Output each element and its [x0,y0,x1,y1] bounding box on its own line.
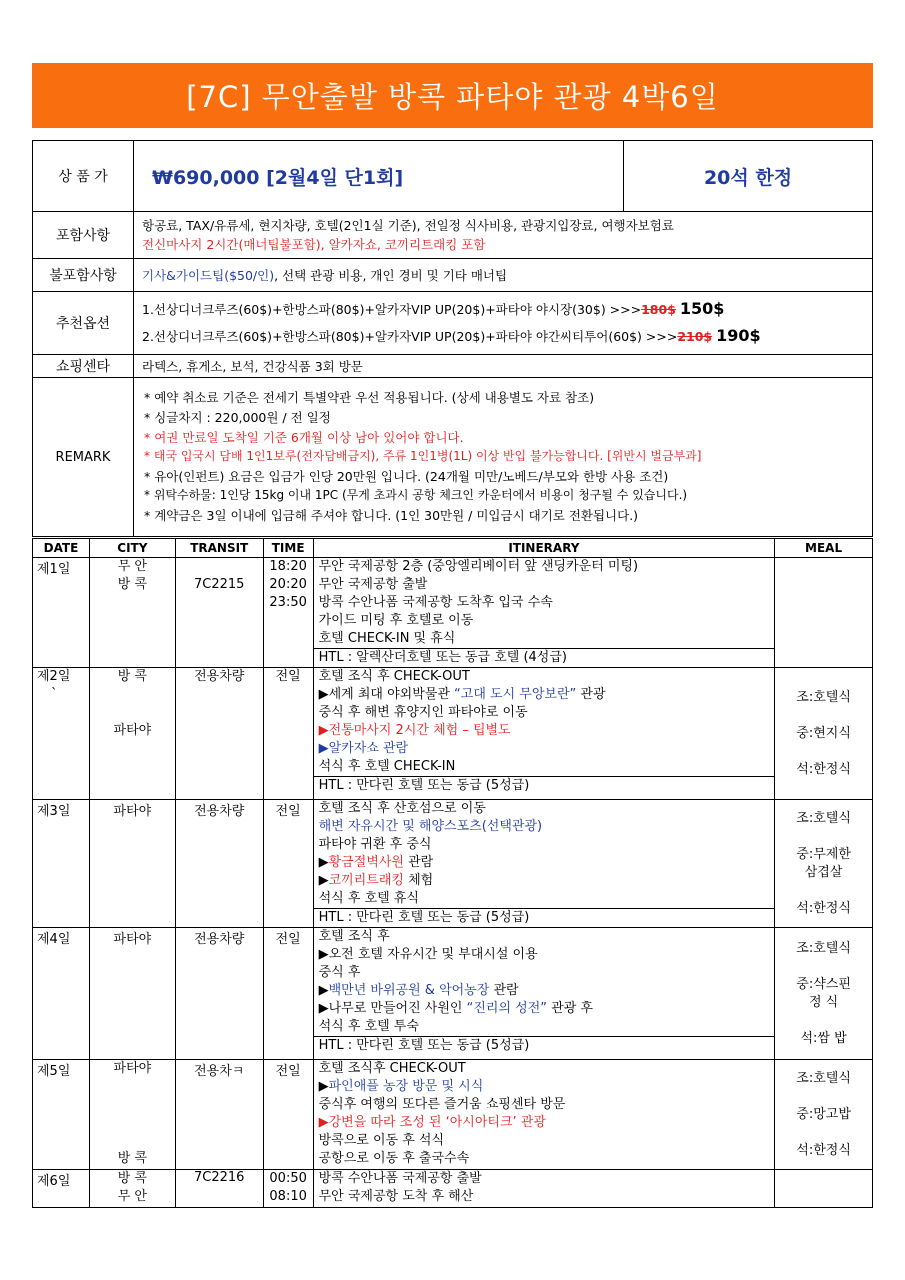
itinerary-line: 석식 후 호텔 CHECK-IN [318,759,456,774]
remark-label: REMARK [33,378,134,537]
text: 관광 [576,687,606,702]
day-4-itinerary [313,928,775,1060]
shopping-value: 라텍스, 휴게소, 보석, 건강식품 3회 방문 [134,355,873,378]
meal-lunch: 중:현지식 [796,725,851,741]
itinerary-line: 방콕 수안나폼 국제공항 도착후 입국 수속 [318,595,553,610]
day-5-city [89,1060,175,1170]
remark-item: * 유아(인펀트) 요금은 입금가 인당 20만원 입니다. (24개월 미만/노베드/부모와 한방 사용 조건) [144,468,669,484]
itinerary-table [32,538,873,1208]
itinerary-line: 호텔 조식 후 CHECK-OUT [318,669,470,684]
meal-lunch: 중:샥스핀 [796,976,851,992]
time: 23:50 [269,595,307,610]
remark-item: * 여권 만료일 도착일 기준 6개월 이상 남아 있어야 합니다. [144,429,464,445]
recommended-options [134,292,873,355]
day-2-itinerary [313,668,775,800]
table-row [33,668,873,800]
highlight: 황금절벽사원 [328,855,404,870]
day-1-itinerary [313,558,775,668]
itinerary-line: 해변 자유시간 및 해양스포츠(선택관광) [318,819,543,834]
seats-limit: 20석 한정 [624,141,873,212]
day-3-city: 파타야 [89,800,175,928]
itinerary-line [314,872,775,890]
table-row [33,558,873,668]
city: 방 콕 [117,669,147,684]
text: ▶나무로 만들어진 사원인 [318,1001,467,1016]
meal-lunch: 중:망고밥 [796,1106,851,1122]
itinerary-line [314,740,775,758]
city: 무 안 [117,559,147,574]
col-transit: TRANSIT [175,539,263,558]
highlight: 코끼리트래킹 [328,873,404,888]
product-info-table [32,140,873,537]
remark-list [134,378,873,537]
highlight: 백만년 바위공원 & 악어농장 [328,983,490,998]
itinerary-line: ▶오전 호텔 자유시간 및 부대시설 이용 [318,947,538,962]
remark-item: * 위탁수하물: 1인당 15kg 이내 1PC (무게 초과시 공항 체크인 카운터에서 비용이 청구될 수 있습니다.) [144,488,688,503]
table-row [33,1170,873,1208]
text: ▶ [318,741,329,756]
included-line-2: 전신마사지 2시간(매너팁불포함), 알카자쇼, 코끼리트래킹 포함 [142,237,486,252]
stray-mark: ` [51,687,58,702]
day-3-meal [775,800,873,928]
day-5-meal [775,1060,873,1170]
day-4-time: 전일 [263,928,313,1060]
itinerary-line: 호텔 조식 후 산호섬으로 이동 [318,801,486,816]
price-value: ₩690,000 [2월4일 단1회] [134,141,624,212]
time: 00:50 [269,1171,307,1186]
meal-lunch-detail: 정 식 [808,994,839,1010]
option-1-old-price: 180$ [641,302,676,317]
options-label: 추천옵션 [33,292,134,355]
excluded-items [134,259,873,292]
day-6-itinerary [313,1170,775,1208]
guide-tip: 기사&가이드팁($50/인) [142,268,275,283]
col-time: TIME [263,539,313,558]
option-1-new-price: 150$ [679,299,725,318]
highlight: 알카자쇼 관람 [328,741,409,756]
excluded-label: 불포함사항 [33,259,134,292]
day-2-city [89,668,175,800]
option-1-text: 1.선상디너크루즈(60$)+한방스파(80$)+알카자VIP UP(20$)+파타야 야시장(30$) >>> [142,302,642,317]
meal-breakfast: 조:호텔식 [796,1070,851,1086]
itinerary-line [314,982,775,1000]
day-5-date: 제5일 [33,1060,90,1170]
col-date: DATE [33,539,90,558]
option-2-text: 2.선상디너크루즈(60$)+한방스파(80$)+알카자VIP UP(20$)+파타야 야간씨티투어(60$) >>> [142,329,678,344]
itinerary-line: 호텔 조식후 CHECK-OUT [318,1061,466,1076]
day-2-transit [175,668,263,800]
hotel-line: HTL : 만다린 호텔 또는 동급 (5성급) [314,776,775,794]
day-4-date: 제4일 [33,928,90,1060]
meal-dinner: 석:한정식 [796,1142,851,1158]
day-3-time: 전일 [263,800,313,928]
highlight: “고대 도시 무앙보란” [454,687,577,702]
col-itinerary: ITINERARY [313,539,775,558]
day-6-city [89,1170,175,1208]
itinerary-line: ▶전통마사지 2시간 체험 – 팁별도 [318,723,511,738]
option-2-old-price: 210$ [677,329,713,344]
itinerary-line: 무안 국제공항 2층 (중앙엘리베이터 앞 샌딩카운터 미팅) [318,559,639,574]
col-city: CITY [89,539,175,558]
day-2-meal [775,668,873,800]
day-5-time: 전일 [263,1060,313,1170]
itinerary-line: 호텔 CHECK-IN 및 휴식 [318,631,456,646]
col-meal: MEAL [775,539,873,558]
city: 파타야 [113,1061,152,1076]
day-1-meal [775,558,873,668]
itinerary-line: ▶강변을 따라 조성 된 ‘아시아티크’ 관광 [318,1115,546,1130]
meal-lunch: 중:무제한 [796,846,851,862]
day-2-date [33,668,90,800]
itinerary-line: 무안 국제공항 출발 [318,577,428,592]
day-1-time [263,558,313,668]
text: ▶ [318,855,329,870]
title-banner [32,63,873,128]
itinerary-line [314,686,775,704]
day-6-meal [775,1170,873,1208]
itinerary-line: 중식 후 해변 휴양지인 파타야로 이동 [318,705,528,720]
time: 08:10 [269,1189,307,1204]
remark-item: * 계약금은 3일 이내에 입금해 주셔야 합니다. (1인 30만원 / 미입금시 대기로 전환됩니다.) [144,507,639,523]
included-line-1: 항공료, TAX/유류세, 현지차량, 호텔(2인1실 기준), 전일정 식사비용, 관광지입장료, 여행자보험료 [142,218,674,233]
itinerary-line: 공항으로 이동 후 출국수속 [318,1151,470,1166]
time: 18:20 [269,559,307,574]
itinerary-line [314,854,775,872]
day-1-date: 제1일 [33,558,90,668]
hotel-line: HTL : 알렉산더호텔 또는 동급 호텔 (4성급) [314,648,775,666]
text: 관광 후 [547,1001,593,1016]
city: 무 안 [117,1189,147,1204]
day-3-itinerary [313,800,775,928]
highlight: 파인애플 농장 방문 및 시식 [328,1079,484,1094]
day-4-meal [775,928,873,1060]
flight-number: 7C2215 [194,577,245,592]
price-label: 상 품 가 [33,141,134,212]
itinerary-line: 중식후 여행의 또다른 즐거움 쇼핑센타 방문 [318,1097,566,1112]
included-items [134,212,873,259]
option-1 [142,296,864,323]
meal-dinner: 석:한정식 [796,761,851,777]
remark-item: * 태국 입국시 담배 1인1보루(전자담배금지), 주류 1인1병(1L) 이상 반입 불가능합니다. [위반시 벌금부과] [144,449,702,464]
option-2-new-price: 190$ [716,326,761,345]
itinerary-header-row [33,539,873,558]
itinerary-line: 가이드 미팅 후 호텔로 이동 [318,613,474,628]
day-6-transit: 7C2216 [175,1170,263,1208]
itinerary-line: 무안 국제공항 도착 후 해산 [318,1189,474,1204]
city: 방 콕 [117,577,147,592]
included-label: 포함사항 [33,212,134,259]
text: ▶ [318,983,329,998]
day-4-transit: 전용차량 [175,928,263,1060]
meal-dinner: 석:쌈 밥 [800,1030,847,1046]
day-2-time [263,668,313,800]
option-2 [142,323,864,350]
itinerary-line [314,1078,775,1096]
page-title: [7C] 무안출발 방콕 파타야 관광 4박6일 [186,80,719,114]
time: 20:20 [269,577,307,592]
meal-dinner: 석:한정식 [796,900,851,916]
meal-breakfast: 조:호텔식 [796,940,851,956]
day-5-itinerary [313,1060,775,1170]
itinerary-line: 중식 후 [318,965,361,980]
excluded-rest: , 선택 관광 비용, 개인 경비 및 기타 매너팁 [274,268,508,283]
day-5-transit: 전용차ㅋ [175,1060,263,1170]
text: ▶세계 최대 야외박물관 [318,687,455,702]
remark-item: * 예약 취소료 기준은 전세기 특별약관 우선 적용됩니다. (상세 내용별도 자료 참조) [144,390,595,406]
city: 파타야 [113,723,152,738]
remark-item: * 싱글차지 : 220,000원 / 전 일정 [144,410,331,426]
city: 방 콕 [117,1151,147,1166]
table-row [33,928,873,1060]
meal-lunch-detail: 삼겹살 [804,864,843,880]
itinerary-line: 호텔 조식 후 [318,929,390,944]
day-3-date: 제3일 [33,800,90,928]
text: 체험 [403,873,434,888]
shopping-label: 쇼핑센타 [33,355,134,378]
highlight: “진리의 성전” [466,1001,548,1016]
transport: 전용차량 [194,669,245,684]
date: 제2일 [37,669,71,684]
day-3-transit: 전용차량 [175,800,263,928]
hotel-line: HTL : 만다린 호텔 또는 동급 (5성급) [314,1036,775,1054]
day-6-date: 제6일 [33,1170,90,1208]
itinerary-line: 방콕 수안나폼 국제공항 출발 [318,1171,482,1186]
text: ▶ [318,873,329,888]
itinerary-line [314,1000,775,1018]
day-1-city [89,558,175,668]
meal-breakfast: 조:호텔식 [796,810,851,826]
day-1-transit [175,558,263,668]
text: 관람 [489,983,519,998]
table-row [33,1060,873,1170]
itinerary-line: 석식 후 호텔 휴식 [318,891,419,906]
table-row [33,800,873,928]
day-6-time [263,1170,313,1208]
itinerary-line: 방콕으로 이동 후 석식 [318,1133,445,1148]
time: 전일 [275,669,301,684]
hotel-line: HTL : 만다린 호텔 또는 동급 (5성급) [314,908,775,926]
itinerary-line: 석식 후 호텔 투숙 [318,1019,419,1034]
itinerary-line: 파타야 귀환 후 중식 [318,837,432,852]
text: ▶ [318,1079,329,1094]
day-4-city: 파타야 [89,928,175,1060]
city: 방 콕 [117,1171,147,1186]
text: 관람 [403,855,434,870]
meal-breakfast: 조:호텔식 [796,689,851,705]
